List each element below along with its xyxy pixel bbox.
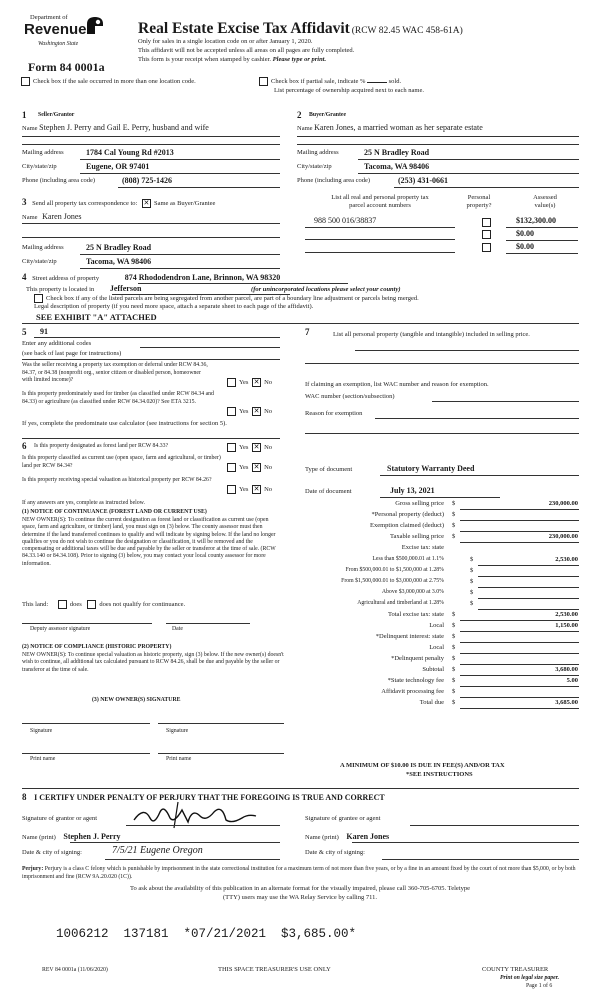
- grantee-date-city-label: Date & city of signing:: [305, 849, 365, 856]
- assessed-value-1[interactable]: $132,300.00: [516, 216, 556, 225]
- logo-agency-line1: Department of: [30, 14, 68, 21]
- tax-row-dollar: $: [452, 666, 456, 673]
- section5-divider: [22, 359, 280, 360]
- tax-row-dollar: $: [452, 533, 456, 540]
- section6-q2-no-label: No: [264, 463, 273, 471]
- tax-row-rule: [460, 542, 579, 543]
- land-does-checkbox[interactable]: [58, 600, 67, 609]
- grantee-name-row: [305, 832, 389, 841]
- county-treasurer: COUNTY TREASURER: [482, 966, 549, 973]
- buyer-name-label: Name: [297, 125, 313, 132]
- notice-continuance-body: NEW OWNER(S): To continue the current designation as forest land or classification as current use (open space, farm and agriculture, or timber) land, you must sign on (3) below. The county assessor must then determine if the land transferred continues to qualify and will indicate by signing below. If the land no longer qualifies or you do not wish to continue the designation or classification, it will be removed and the compensating or additional taxes will be due and payable by the seller or transferor at the time of sale. (RCW 84.33.140 or 84.34.108). Prior to signing (3) below, you may contact your local county assessor for more information.: [22, 517, 276, 567]
- parcel-header-1: List all real and personal property tax: [331, 194, 429, 201]
- tax-row-dollar: $: [452, 611, 456, 618]
- notice-compliance-title: (2) NOTICE OF COMPLIANCE (HISTORIC PROPERTY): [22, 644, 172, 650]
- header-note-3-italic: Please type or print.: [272, 56, 327, 63]
- tax-row-rule: [460, 653, 579, 654]
- page-number: Page 1 of 6: [526, 983, 553, 989]
- header-note-1: Only for sales in a single location code on or after January 1, 2020.: [138, 38, 313, 45]
- tax-row-dollar: $: [470, 589, 474, 596]
- seller-city-label: City/state/zip: [22, 163, 57, 170]
- tax-corr-mailing[interactable]: 25 N Bradley Road: [86, 243, 152, 252]
- section5-codes-note: (see back of last page for instructions): [22, 350, 122, 357]
- accessibility-line-2: (TTY) users may use the WA Relay Service by calling 711.: [223, 894, 377, 901]
- buyer-city-label: City/state/zip: [297, 163, 332, 170]
- seller-name-label: Name: [22, 125, 38, 132]
- doc-date-label: Date of document: [305, 488, 352, 495]
- property-street[interactable]: 874 Rhododendron Lane, Brinnon, WA 98320: [124, 273, 281, 282]
- reason-rule: [375, 418, 579, 419]
- partial-sale-check-row[interactable]: [259, 77, 401, 86]
- form-number: Form 84 0001a: [28, 60, 105, 74]
- seller-name-row: [22, 123, 209, 132]
- treasurer-use-only: THIS SPACE TREASURER'S USE ONLY: [218, 966, 331, 973]
- doc-date-rule: [380, 497, 500, 498]
- tax-row-rule: [460, 520, 579, 521]
- property-located-row: [26, 284, 401, 293]
- tax-row-value[interactable]: 5.00: [566, 677, 578, 684]
- tax-corr-name[interactable]: Karen Jones: [42, 212, 82, 221]
- seller-phone-rule: [118, 187, 280, 188]
- tax-row-label: Total excise tax: state: [387, 611, 444, 618]
- section6-q2-no-checkbox[interactable]: [252, 463, 261, 472]
- header-note-3-text: This form is your receipt when stamped by cashier.: [138, 56, 272, 63]
- exemption-label: If claiming an exemption, list WAC number and reason for exemption.: [305, 381, 489, 388]
- tax-row-rule: [460, 664, 579, 665]
- tax-row-dollar: $: [452, 644, 456, 651]
- minimum-fee-notice: A MINIMUM OF $10.00 IS DUE IN FEE(S) AND/OR TAX: [340, 762, 505, 769]
- tax-row-rule: [460, 509, 579, 510]
- property-section-rule: [22, 323, 579, 324]
- grantor-name-row: [22, 832, 121, 841]
- section8-num: 8: [22, 792, 27, 802]
- deputy-date-label: Date: [172, 626, 183, 632]
- property-located-label: This property is located in: [26, 286, 95, 293]
- new-owner-print-rule-2: [158, 753, 284, 754]
- form-title: Real Estate Excise Tax Affidavit: [138, 20, 350, 37]
- tax-row-value[interactable]: 230,000.00: [548, 533, 578, 540]
- multi-location-checkbox[interactable]: [21, 77, 30, 86]
- tax-row-value[interactable]: 2,530.00: [555, 556, 578, 563]
- section6-q1-no-checkbox[interactable]: [252, 443, 261, 452]
- reason-rule-2: [305, 433, 579, 434]
- section5-q1: Was the seller receiving a property tax exemption or deferral under RCW 84.36, 84.37, or 84.38 (nonprofit org., senior citizen or disabled person, homeowner with limited income)?: [22, 362, 208, 383]
- assessed-rule-2: [506, 240, 578, 241]
- grantor-date-city-rule: [105, 859, 280, 860]
- seller-mailing-rule: [80, 159, 280, 160]
- notice-continuance-title: (1) NOTICE OF CONTINUANCE (FOREST LAND OR CURRENT USE): [22, 509, 207, 515]
- grantee-date-city-rule: [382, 859, 579, 860]
- buyer-name-row: [297, 123, 483, 132]
- tax-row-dollar: $: [452, 677, 456, 684]
- perjury-block: [22, 866, 579, 881]
- seller-mailing-label: Mailing address: [22, 149, 64, 156]
- tax-row-label: Affidavit processing fee: [381, 688, 444, 695]
- parcel-header: [305, 194, 455, 210]
- buyer-mailing[interactable]: 25 N Bradley Road: [364, 148, 430, 157]
- buyer-heading: Buyer/Grantee: [309, 112, 347, 118]
- tax-row-dollar: $: [452, 511, 456, 518]
- tax-row-dollar: $: [470, 578, 474, 585]
- tax-row-rule: [460, 675, 579, 676]
- section6-q2-yes-checkbox[interactable]: [227, 463, 236, 472]
- section5-q1-no-label: No: [264, 378, 273, 386]
- tax-row-dollar: $: [452, 622, 456, 629]
- cashier-stamp: 1006212 137181 *07/21/2021 $3,685.00*: [56, 927, 357, 941]
- section5-q1-yesno: [227, 378, 272, 387]
- tax-row-label: Local: [429, 622, 444, 629]
- section5-q2-yes-checkbox[interactable]: [227, 407, 236, 416]
- same-as-buyer-checkbox[interactable]: [142, 199, 151, 208]
- tax-row-value[interactable]: 2,530.00: [555, 611, 578, 618]
- certify-text: I CERTIFY UNDER PENALTY OF PERJURY THAT THE FOREGOING IS TRUE AND CORRECT: [34, 793, 385, 802]
- buyer-name-rule: [297, 136, 579, 137]
- section7-rule-1: [355, 350, 579, 351]
- section8-top-rule: [22, 788, 579, 789]
- parcel-number-1[interactable]: 988 500 016/38837: [314, 216, 377, 225]
- header-note-3: [138, 56, 326, 63]
- doc-type[interactable]: Statutory Warranty Deed: [387, 464, 475, 473]
- section7-text: List all personal property (tangible and intangible) included in selling price.: [333, 331, 530, 338]
- section6-q3-yes-checkbox[interactable]: [227, 485, 236, 494]
- tax-corr-name-rule-2: [22, 237, 280, 238]
- form-citation: (RCW 82.45 WAC 458-61A): [351, 26, 463, 36]
- doc-type-rule: [380, 475, 579, 476]
- section6-q1-no-label: No: [264, 443, 273, 451]
- logo-agency-line2: Revenue: [24, 21, 87, 38]
- personal-header: [454, 194, 504, 210]
- new-owner-sig-rule-2: [158, 723, 284, 724]
- personal-header-1: Personal: [467, 194, 491, 201]
- section5-q2-no-label: No: [264, 407, 273, 415]
- section5-q2-yes-label: Yes: [239, 407, 249, 415]
- legal-description-value[interactable]: SEE EXHIBIT "A" ATTACHED: [36, 312, 157, 322]
- section5-code-rule: [34, 337, 280, 338]
- tax-row-rule: [478, 565, 579, 566]
- section6-q2-yes-label: Yes: [239, 463, 249, 471]
- tax-row-dollar: $: [452, 522, 456, 529]
- grantor-name[interactable]: Stephen J. Perry: [63, 832, 121, 841]
- deputy-sig-label: Deputy assessor signature: [30, 626, 91, 632]
- tax-row-value[interactable]: 3,680.00: [555, 666, 578, 673]
- buyer-name-rule-2: [297, 144, 579, 145]
- section6-q2-yesno: [227, 463, 272, 472]
- tax-corr-city-label: City/state/zip: [22, 258, 57, 265]
- assessed-rule-3: [506, 253, 578, 254]
- wac-label: WAC number (section/subsection): [305, 393, 395, 400]
- section5-num: 5: [22, 327, 27, 337]
- tax-row-dollar: $: [452, 500, 456, 507]
- doc-date[interactable]: July 13, 2021: [390, 486, 435, 495]
- section6-q1-yes-checkbox[interactable]: [227, 443, 236, 452]
- assessed-value-2[interactable]: $0.00: [516, 229, 534, 238]
- new-owner-print-label-2: Print name: [166, 756, 192, 762]
- section5-codes-label: Enter any additional codes: [22, 340, 92, 347]
- section5-q2-yesno: [227, 407, 272, 416]
- multi-location-label: Check box if the sale occurred in more than one location code.: [33, 77, 196, 85]
- tax-row-rule: [460, 697, 579, 698]
- tax-row-label: Subtotal: [422, 666, 444, 673]
- tax-row-dollar: $: [452, 688, 456, 695]
- tax-row-label: Local: [429, 644, 444, 651]
- grantor-name-label: Name (print): [22, 834, 56, 841]
- new-owner-sig-label-2: Signature: [166, 728, 189, 734]
- tax-row-dollar: $: [470, 556, 474, 563]
- section6-q3-no-checkbox[interactable]: [252, 485, 261, 494]
- grantor-name-rule: [70, 842, 280, 843]
- section7-num: 7: [305, 327, 310, 337]
- seller-name-rule-2: [22, 144, 280, 145]
- seller-mailing[interactable]: 1784 Cal Young Rd #2013: [86, 148, 174, 157]
- wac-rule: [432, 401, 579, 402]
- section6-num: 6: [22, 441, 27, 451]
- tax-row-rule: [478, 576, 579, 577]
- section7-rule-2: [305, 363, 579, 364]
- tax-row-dollar: $: [470, 567, 474, 574]
- section5-q2-no-checkbox[interactable]: [252, 407, 261, 416]
- tax-row-label: Less than $500,000.01 at 1.1%: [372, 556, 444, 562]
- section6-if-yes: If any answers are yes, complete as instructed below.: [22, 500, 145, 506]
- buyer-phone-rule: [394, 187, 579, 188]
- tax-corr-num: 3: [22, 197, 27, 207]
- perjury-text: Perjury is a class C felony which is punishable by imprisonment in the state correctional institution for a maximum term of not more than five years, or by a fine in an amount fixed by the court of not more than $5,000, or by both imprisonment and fine (RCW 9A.20.020 (1C)).: [22, 866, 576, 880]
- section5-q3: If yes, complete the predominate use calculator (see instructions for section 5).: [22, 420, 227, 427]
- personal-checkbox-2[interactable]: [482, 230, 491, 239]
- parcel-rule-1: [305, 227, 455, 228]
- deputy-sig-rule: [22, 623, 152, 624]
- new-owner-sig-rule-1: [22, 723, 150, 724]
- seller-city-rule: [80, 173, 280, 174]
- tax-row-value[interactable]: 1,150.00: [555, 622, 578, 629]
- new-owner-print-rule-1: [22, 753, 150, 754]
- assessed-rule-1: [506, 227, 578, 228]
- personal-header-2: property?: [466, 202, 492, 209]
- tax-corr-city-rule: [80, 268, 280, 269]
- partial-sale-label: Check box if partial sale, indicate %: [271, 77, 366, 85]
- segregated-label: Check box if any of the listed parcels are being segregated from another parcel, are part of a boundary line adjustment or parcels being merged.: [46, 294, 419, 302]
- reason-label: Reason for exemption: [305, 410, 363, 417]
- tax-row-label: *Delinquent interest: state: [375, 633, 444, 640]
- parcel-rule-2: [305, 239, 455, 240]
- section5-q2: Is this property predominately used for timber (as classified under RCW 84.34 and 84.33) or agriculture (as classified under RCW 84.34.020)? See ETA 3215.: [22, 391, 214, 405]
- tax-row-rule: [478, 587, 579, 588]
- land-does-not-label: does not qualify for continuance.: [99, 600, 186, 608]
- notice-compliance-body: NEW OWNER(S): To continue special valuation as historic property, sign (3) below. If the new owner(s) doesn't wish to continue, all additional tax calculated pursuant to RCW 84.26, shall be due and payable by the seller or transferor at the time of sale.: [22, 652, 284, 673]
- buyer-mailing-rule: [358, 159, 579, 160]
- buyer-num: 2: [297, 110, 302, 120]
- tax-corr-label: Send all property tax correspondence to:: [32, 200, 138, 207]
- tax-row-value[interactable]: 230,000.00: [548, 500, 578, 507]
- legal-size-note: Print on legal size paper.: [500, 975, 560, 981]
- tax-corr-mailing-label: Mailing address: [22, 244, 64, 251]
- segregated-check-row[interactable]: [34, 294, 419, 303]
- section6-q3-yes-label: Yes: [239, 485, 249, 493]
- tax-corr-name-rule: [22, 223, 280, 224]
- assessed-header: [510, 194, 580, 210]
- seller-heading: Seller/Grantor: [38, 112, 75, 118]
- section5-codes-rule: [140, 347, 280, 348]
- section5-q1-yes-checkbox[interactable]: [227, 378, 236, 387]
- tax-row-label: From $1,500,000.01 to $3,000,000 at 2.75%: [341, 578, 444, 584]
- grantor-sig-label: Signature of grantor or agent: [22, 815, 98, 822]
- see-instructions: *SEE INSTRUCTIONS: [406, 771, 473, 778]
- tax-row-rule: [460, 642, 579, 643]
- tax-row-dollar: $: [470, 600, 474, 607]
- grantee-sig-rule: [410, 825, 579, 826]
- tax-row-label: Excise tax: state: [401, 544, 444, 551]
- seller-name[interactable]: Stephen J. Perry and Gail E. Perry, husband and wife: [39, 123, 209, 132]
- segregated-checkbox[interactable]: [34, 294, 43, 303]
- assessed-header-2: value(s): [534, 202, 556, 209]
- seller-name-rule: [22, 136, 280, 137]
- same-as-buyer-label: Same as Buyer/Grantee: [153, 200, 216, 207]
- grantee-name[interactable]: Karen Jones: [346, 832, 390, 841]
- tax-row-rule: [460, 631, 579, 632]
- property-street-row: [22, 272, 280, 282]
- section5-q1-no-checkbox[interactable]: [252, 378, 261, 387]
- multi-location-check-row[interactable]: [21, 77, 196, 86]
- tax-corr-city[interactable]: Tacoma, WA 98406: [86, 257, 152, 266]
- dor-emblem-icon: [84, 14, 106, 38]
- grantor-sig-rule: [126, 825, 280, 826]
- seller-city[interactable]: Eugene, OR 97401: [86, 162, 150, 171]
- tax-row-dollar: $: [452, 655, 456, 662]
- tax-row-rule: [460, 531, 579, 532]
- tax-row-rule: [478, 609, 579, 610]
- grantee-name-rule: [352, 842, 579, 843]
- section6-q1-yesno: [227, 443, 272, 452]
- section6-q2: Is this property classified as current use (open space, farm and agricultural, or timber) land per RCW 84.34?: [22, 455, 221, 469]
- tax-row-rule: [460, 708, 579, 709]
- parcel-header-2: parcel account numbers: [349, 202, 411, 209]
- buyer-city-rule: [358, 173, 579, 174]
- section6-q3-yesno: [227, 485, 272, 494]
- grantee-name-label: Name (print): [305, 834, 339, 841]
- doc-type-label: Type of document: [305, 466, 353, 473]
- logo-agency-line3: Washington State: [38, 41, 79, 47]
- new-owner-sig-label-1: Signature: [30, 728, 53, 734]
- tax-row-label: Gross selling price: [395, 500, 444, 507]
- this-land-row: [22, 600, 185, 609]
- accessibility-line-1: To ask about the availability of this publication in an alternate format for the visually impaired, please call 360-705-6705. Teletype: [130, 885, 470, 892]
- partial-sale-checkbox[interactable]: [259, 77, 268, 86]
- section6-q1: Is this property designated as forest land per RCW 84.33?: [34, 443, 169, 449]
- section5-q1-yes-label: Yes: [239, 378, 249, 386]
- property-county-select[interactable]: Jefferson: [109, 284, 142, 293]
- section6-q1-yes-label: Yes: [239, 443, 249, 451]
- buyer-city[interactable]: Tacoma, WA 98406: [364, 162, 430, 171]
- tax-row-label: *Personal property (deduct): [371, 511, 444, 518]
- this-land-label: This land:: [22, 600, 49, 608]
- perjury-label: Perjury:: [22, 866, 44, 872]
- tax-row-rule: [478, 598, 579, 599]
- partial-sale-sold: sold.: [388, 77, 402, 85]
- tax-row-label: Agricultural and timberland at 1.28%: [357, 600, 444, 606]
- tax-row-label: Total due: [419, 699, 444, 706]
- tax-row-value[interactable]: 3,685.00: [555, 699, 578, 706]
- tax-corr-row: [22, 197, 215, 208]
- personal-checkbox-3[interactable]: [482, 243, 491, 252]
- tax-row-label: Taxable selling price: [389, 533, 444, 540]
- section6-q3-no-label: No: [264, 485, 273, 493]
- tax-row-label: *State technology fee: [387, 677, 444, 684]
- tax-row-label: Exemption claimed (deduct): [369, 522, 444, 529]
- deputy-date-rule: [166, 623, 250, 624]
- new-owner-sig-heading: (3) NEW OWNER(S) SIGNATURE: [92, 697, 181, 703]
- buyer-mailing-label: Mailing address: [297, 149, 339, 156]
- new-owner-print-label-1: Print name: [30, 756, 56, 762]
- form-title-row: [138, 20, 463, 38]
- assessed-header-1: Assessed: [533, 194, 557, 201]
- tax-corr-name-label: Name: [22, 214, 38, 221]
- land-does-not-checkbox[interactable]: [87, 600, 96, 609]
- parcel-rule-3: [305, 252, 455, 253]
- tax-row-rule: [460, 686, 579, 687]
- revision-number: REV 84 0001a (11/06/2020): [42, 967, 108, 973]
- tax-row-label: From $500,000.01 to $1,500,000 at 1.28%: [345, 567, 444, 573]
- seller-phone[interactable]: (808) 725-1426: [122, 176, 172, 185]
- tax-row-label: *Delinquent penalty: [391, 655, 444, 662]
- section5-code[interactable]: 91: [40, 327, 48, 336]
- seller-num: 1: [22, 110, 27, 120]
- tax-row-dollar: $: [452, 699, 456, 706]
- grantee-sig-label: Signature of grantee or agent: [305, 815, 381, 822]
- buyer-phone[interactable]: (253) 431-0661: [398, 176, 448, 185]
- personal-checkbox-1[interactable]: [482, 218, 491, 227]
- grantor-date-city-label: Date & city of signing:: [22, 849, 82, 856]
- header-note-2: This affidavit will not be accepted unless all areas on all pages are fully completed.: [138, 47, 355, 54]
- section6-q3: Is this property receiving special valuation as historical property per RCW 84.26?: [22, 477, 212, 483]
- assessed-value-3[interactable]: $0.00: [516, 242, 534, 251]
- dor-logo: [16, 12, 108, 54]
- section5-end-rule: [22, 438, 280, 439]
- property-street-label: Street address of property: [32, 275, 100, 282]
- partial-sale-pct-field[interactable]: [367, 82, 387, 83]
- land-does-label: does: [69, 600, 82, 608]
- tax-row-dollar: $: [452, 633, 456, 640]
- tax-corr-mailing-rule: [80, 254, 280, 255]
- legal-description-label: Legal description of property (if you need more space, attach a separate sheet to each page of the affidavit).: [34, 303, 314, 310]
- property-num: 4: [22, 272, 27, 282]
- property-unincorporated-note: (for unincorporated locations please select your county): [251, 286, 401, 293]
- grantor-date-city[interactable]: 7/5/21 Eugene Oregon: [112, 845, 203, 856]
- ownership-pct-note: List percentage of ownership acquired next to each name.: [274, 87, 424, 94]
- tax-row-label: Above $3,000,000 at 3.0%: [381, 589, 444, 595]
- tax-corr-name-row: [22, 212, 81, 221]
- buyer-phone-label: Phone (including area code): [297, 177, 371, 184]
- tax-row-rule: [460, 620, 579, 621]
- seller-phone-label: Phone (including area code): [22, 177, 96, 184]
- buyer-name[interactable]: Karen Jones, a married woman as her separate estate: [314, 123, 483, 132]
